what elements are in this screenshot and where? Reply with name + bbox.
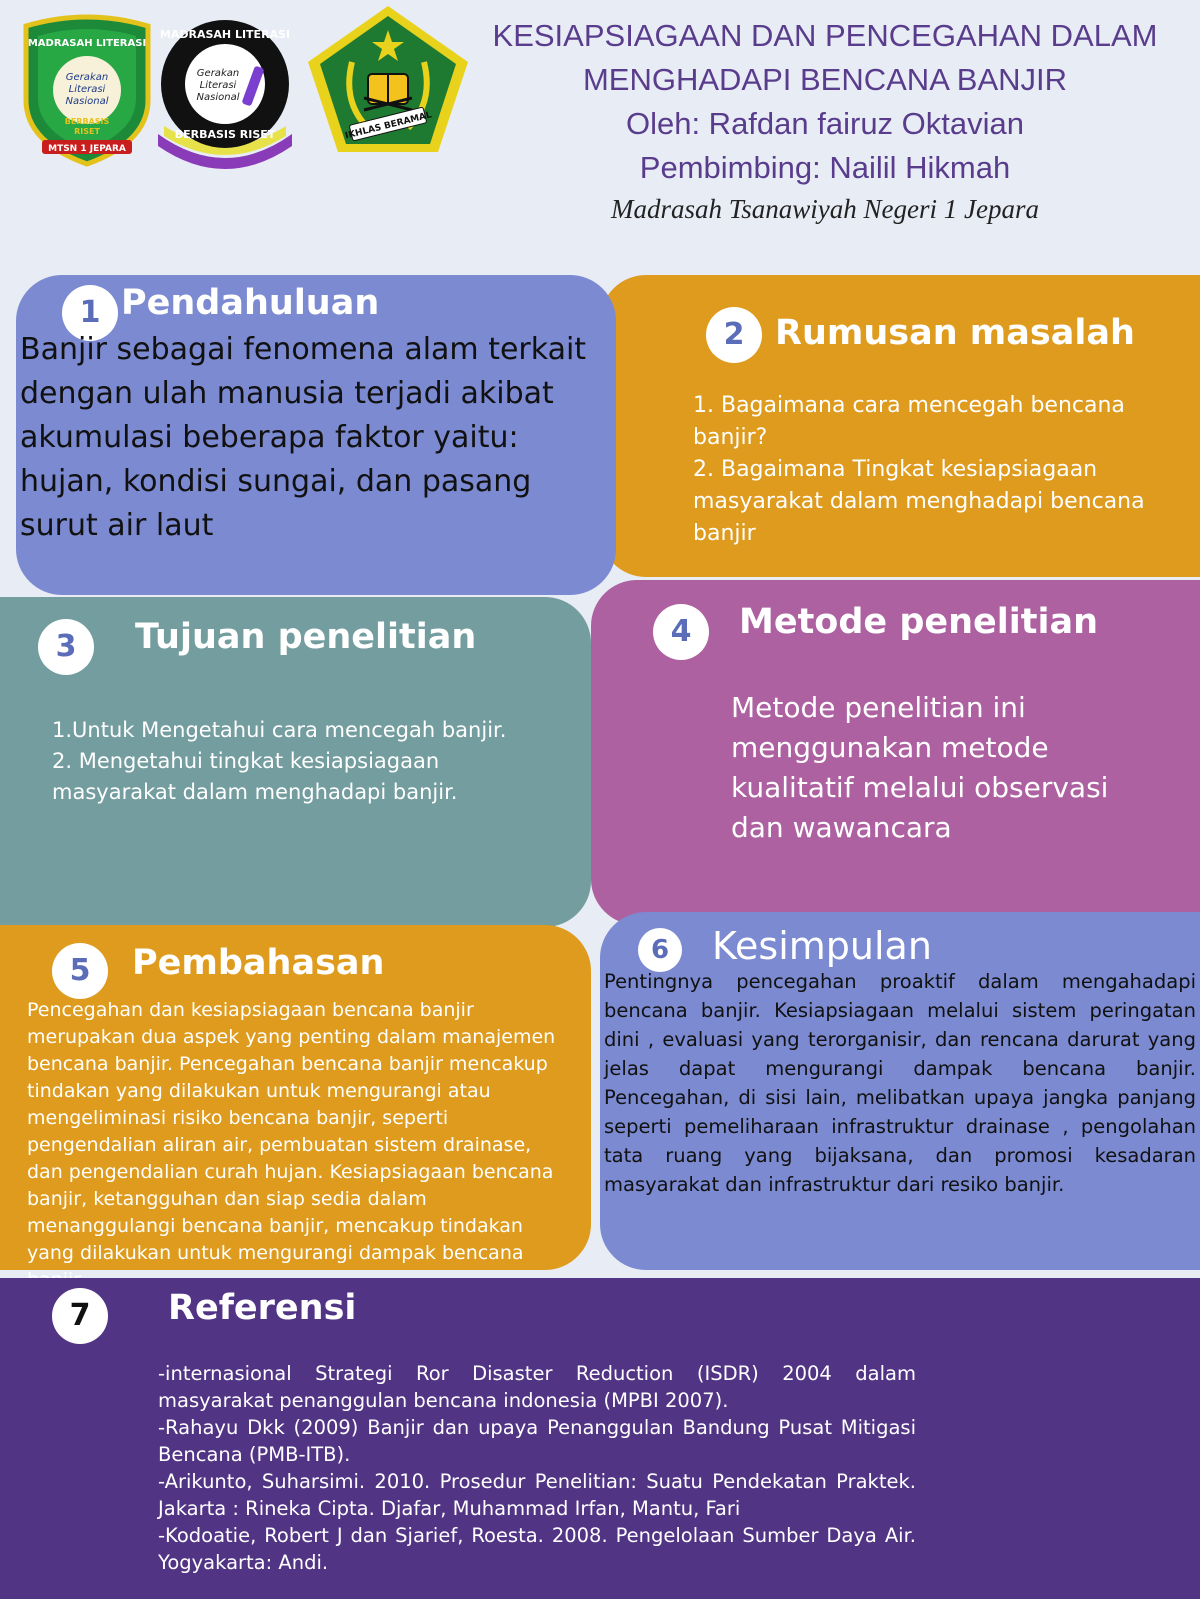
logo2-mid2-text: Literasi	[199, 80, 237, 91]
logo2-mid1-text: Gerakan	[196, 68, 240, 79]
section-pembahasan	[0, 925, 591, 1270]
section-title-4: Metode penelitian	[739, 602, 1099, 642]
list-item: -Kodoatie, Robert J dan Sjarief, Roesta. 2008. Pengelolaan Sumber Daya Air. Yogyakarta: Andi.	[158, 1524, 916, 1574]
section-referensi	[0, 1278, 1200, 1599]
section-title-7: Referensi	[168, 1288, 357, 1328]
list-item: 2. Mengetahui tingkat kesiapsiagaan masyarakat dalam menghadapi banjir.	[52, 749, 458, 804]
section-rumusan-masalah	[600, 275, 1200, 577]
logo2-mid3-text: Nasional	[196, 92, 240, 103]
section-title-3: Tujuan penelitian	[135, 617, 477, 657]
metode-body: Metode penelitian ini menggunakan metode kualitatif melalui observasi dan wawancara	[731, 691, 1109, 844]
logo2-bottom-text: BERBASIS RISET	[174, 128, 276, 141]
kemenag-logo-icon	[302, 2, 474, 156]
list-item: 2. Bagaimana Tingkat kesiapsiagaan masyarakat dalam menghadapi bencana banjir	[693, 457, 1145, 546]
logo1-low1-text: BERBASIS	[64, 117, 110, 126]
section-pendahuluan	[16, 275, 616, 595]
logo1-bottom-text: MTSN 1 JEPARA	[48, 144, 126, 154]
pendahuluan-body: Banjir sebagai fenomena alam terkait dengan ulah manusia terjadi akibat akumulasi beberapa faktor yaitu: hujan, kondisi sungai, dan pasang surut air laut	[20, 332, 587, 543]
school-name: Madrasah Tsanawiyah Negeri 1 Jepara	[610, 194, 1039, 224]
section-number-2: 2	[706, 307, 762, 363]
pembahasan-body: Pencegahan dan kesiapsiagaan bencana banjir merupakan dua aspek yang penting dalam manajemen bencana banjir. Pencegahan bencana banjir mencakup tindakan yang dilakukan untuk mengurangi atau mengeliminasi risiko bencana banjir, seperti pengendalian aliran air, pembuatan sistem drainase, dan pengendalian curah hujan. Kesiapsiagaan bencana banjir, ketangguhan dan siap sedia dalam menanggulangi bencana banjir, mencakup tindakan yang dilakukan untuk mengurangi dampak bencana	[27, 999, 556, 1264]
logo1-mid3-text: Nasional	[65, 96, 109, 107]
list-item: 1.Untuk Mengetahui cara mencegah banjir.	[52, 718, 507, 742]
logo1-mid2-text: Literasi	[68, 84, 106, 95]
logo1-low2-text: RISET	[74, 127, 100, 136]
list-item: -Arikunto, Suharsimi. 2010. Prosedur Penelitian: Suatu Pendekatan Praktek. Jakarta : Rineka Cipta. Djafar, Muhammad Irfan, Mantu, Fari	[158, 1470, 916, 1520]
section-title-1: Pendahuluan	[121, 283, 380, 323]
section-title-2: Rumusan masalah	[775, 313, 1135, 353]
tujuan-list	[52, 715, 552, 808]
title-line-1: KESIAPSIAGAAN DAN PENCEGAHAN DALAM	[492, 18, 1158, 53]
logo3-ribbon-text: IKHLAS BERAMAL	[344, 110, 433, 142]
section-number-3: 3	[38, 619, 94, 675]
list-item: -internasional Strategi Ror Disaster Reduction (ISDR) 2004 dalam masyarakat penanggulan bencana indonesia (MPBI 2007).	[158, 1362, 916, 1412]
referensi-list	[158, 1360, 916, 1576]
section-kesimpulan	[600, 912, 1200, 1270]
author-line: Oleh: Rafdan fairuz Oktavian	[625, 106, 1025, 141]
gerakan-literasi-nasional-logo-icon	[150, 14, 300, 170]
section-number-4: 4	[653, 604, 709, 660]
logo1-mid1-text: Gerakan	[65, 72, 109, 83]
kesimpulan-body: Pentingnya pencegahan proaktif dalam mengahadapi bencana banjir. Kesiapsiagaan melalui sistem peringatan dini , evaluasi yang terorganisir, dan rencana darurat yang jelas dapat mengurangi dampak bencana banjir. Pencegahan, di sisi lain, melibatkan upaya jangka panjang seperti pemeliharaan infrastruktur drainase , pengolahan tata ruang yang bijaksana, dan promosi kesadaran masyarakat dan infrastruktur dari resiko banjir.	[604, 970, 1196, 1196]
title-line-2: MENGHADAPI BENCANA BANJIR	[582, 62, 1068, 97]
madrasah-literasi-logo-icon	[16, 12, 158, 166]
logo1-top-text: MADRASAH LITERASI	[27, 38, 147, 49]
section-number-5: 5	[52, 943, 108, 999]
logo2-top-text: MADRASAH LITERASI	[159, 28, 291, 41]
list-item: -Rahayu Dkk (2009) Banjir dan upaya Penanggulan Bandung Pusat Mitigasi Bencana (PMB-ITB).	[158, 1416, 916, 1466]
section-tujuan-penelitian	[0, 597, 591, 927]
section-number-1: 1	[62, 285, 118, 341]
list-item: 1. Bagaimana cara mencegah bencana banjir?	[693, 393, 1125, 450]
section-title-6: Kesimpulan	[712, 924, 932, 968]
section-metode-penelitian	[591, 580, 1200, 925]
section-number-7: 7	[52, 1288, 108, 1344]
section-title-5: Pembahasan	[132, 943, 385, 983]
section-number-6: 6	[638, 928, 682, 972]
rumusan-list	[693, 390, 1153, 550]
advisor-line: Pembimbing: Nailil Hikmah	[639, 150, 1011, 185]
